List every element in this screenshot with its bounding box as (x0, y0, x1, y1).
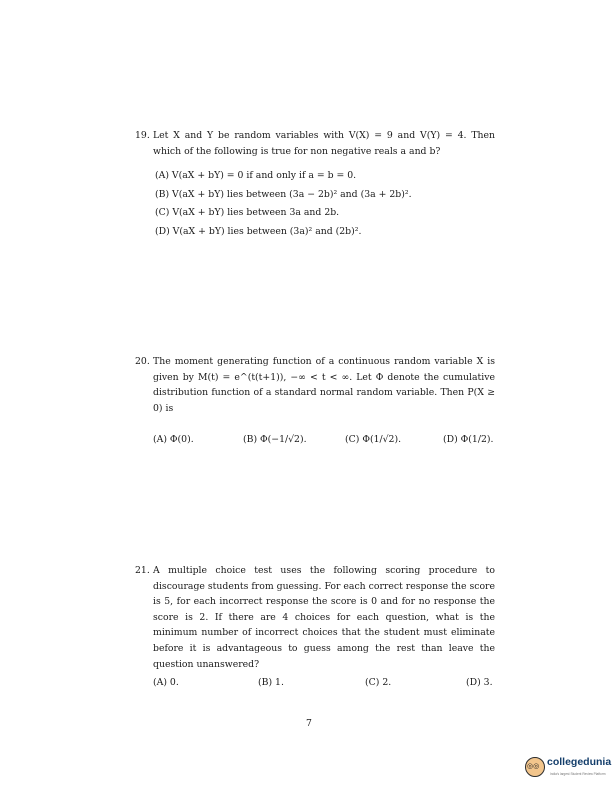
option-b: (B) V(aX + bY) lies between (3a − 2b)² and (3a + 2b)². (155, 188, 412, 200)
option-a: (A) Φ(0). (153, 434, 194, 445)
question-number: 21. (135, 565, 150, 576)
question-19 (135, 128, 495, 242)
collegedunia-logo (522, 755, 612, 785)
question-20 (135, 354, 495, 416)
question-stem: A multiple choice test uses the following scoring procedure to discourage students from guessing. For each correct response the score is 5, for each incorrect response the score is 0 and for no response the score is 2. If there are 4 choices for each question, what is the minimum number of incorrect choices that the student must eliminate before it is advantageous to guess among the rest than leave the question unanswered? (153, 565, 495, 670)
option-d: (D) 3. (466, 677, 493, 688)
question-21 (135, 563, 495, 672)
question-number: 20. (135, 356, 150, 367)
logo-tagline: India's largest Student Review Platform (550, 772, 606, 776)
logo-brand: collegedunia (547, 756, 612, 768)
option-d: (D) Φ(1/2). (443, 434, 494, 445)
page-number: 7 (306, 718, 312, 729)
options-list (155, 167, 495, 241)
question-number: 19. (135, 130, 150, 141)
option-c: (C) 2. (365, 677, 392, 688)
option-d: (D) V(aX + bY) lies between (3a)² and (2b)². (155, 225, 362, 237)
option-b: (B) Φ(−1/√2). (243, 434, 307, 445)
option-c: (C) Φ(1/√2). (345, 434, 402, 445)
question-stem: Let X and Y be random variables with V(X) = 9 and V(Y) = 4. Then which of the following is true for non negative reals a and b? (153, 130, 495, 157)
option-a: (A) 0. (153, 677, 179, 688)
option-c: (C) V(aX + bY) lies between 3a and 2b. (155, 207, 340, 219)
question-stem: The moment generating function of a continuous random variable X is given by M(t) = e^(t(t+1)), −∞ < t < ∞. Let Φ denote the cumulative distribution function of a standard normal random variable. Then P(X ≥ 0) is (153, 356, 495, 414)
glasses-icon: ◎◎ (527, 762, 540, 770)
option-b: (B) 1. (258, 677, 284, 688)
option-a: (A) V(aX + bY) = 0 if and only if a = b = 0. (155, 170, 357, 182)
